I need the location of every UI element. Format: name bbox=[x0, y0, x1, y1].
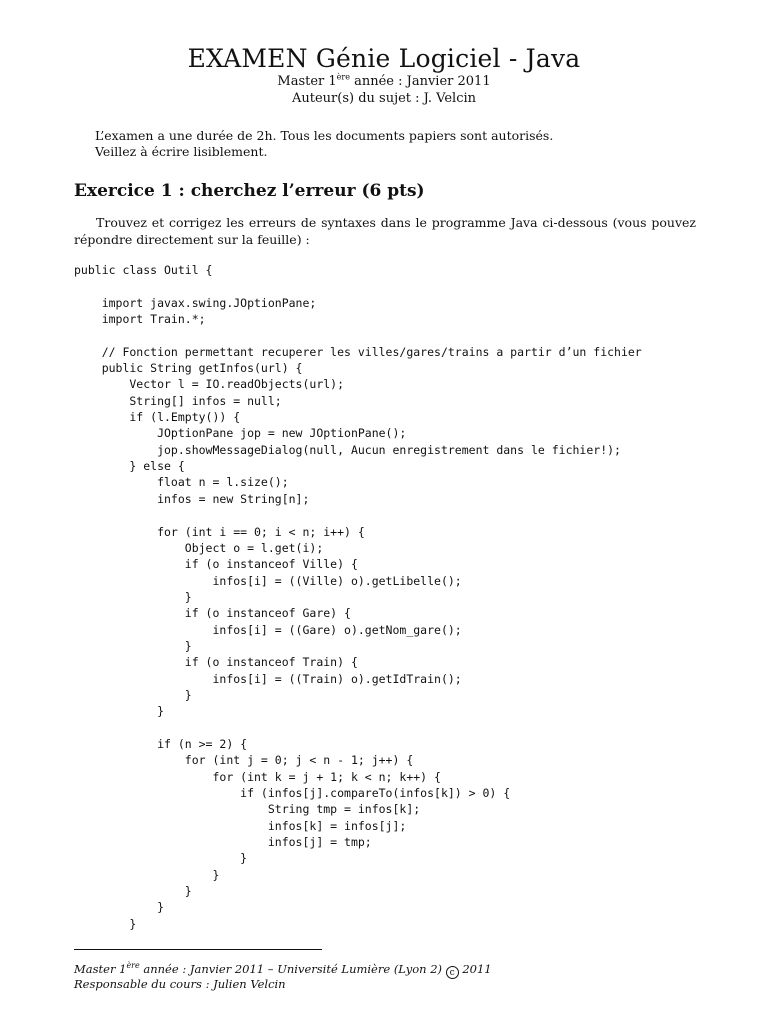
code-line: infos = new String[n]; bbox=[74, 491, 310, 506]
code-line bbox=[74, 507, 642, 523]
code-line: } else { bbox=[74, 459, 185, 474]
code-line bbox=[74, 720, 642, 736]
footer-year: 2011 bbox=[458, 962, 492, 976]
code-line: infos[k] = infos[j]; bbox=[74, 818, 407, 833]
footer-university: année : Janvier 2011 – Université Lumière (Lyon 2) bbox=[139, 962, 446, 976]
code-line: for (int k = j + 1; k < n; k++) { bbox=[74, 769, 441, 784]
code-line: if (l.Empty()) { bbox=[74, 410, 241, 425]
footer-responsible: Responsable du cours : Julien Velcin bbox=[74, 977, 286, 991]
author-line: Auteur(s) du sujet : J. Velcin bbox=[292, 91, 476, 106]
code-line: } bbox=[74, 867, 220, 882]
code-line: if (o instanceof Gare) { bbox=[74, 606, 351, 621]
code-line: if (infos[j].compareTo(infos[k]) > 0) { bbox=[74, 786, 511, 800]
code-line: import Train.*; bbox=[74, 312, 206, 327]
intro-duration: L’examen a une durée de 2h. Tous les documents papiers sont autorisés. bbox=[95, 128, 554, 143]
code-line: String tmp = infos[k]; bbox=[74, 802, 421, 817]
code-line: Vector l = IO.readObjects(url); bbox=[74, 377, 345, 392]
code-line: } bbox=[74, 900, 165, 915]
code-line: for (int j = 0; j < n - 1; j++) { bbox=[74, 753, 414, 768]
code-line: } bbox=[74, 704, 165, 719]
code-line: // Fonction permettant recuperer les villes/gares/trains a partir d’un fichier bbox=[74, 344, 642, 359]
copyright-icon: c bbox=[446, 966, 459, 979]
subtitle-level: Master 1 bbox=[277, 74, 337, 89]
exercise-instructions: Trouvez et corrigez les erreurs de syntaxes dans le programme Java ci-dessous (vous pouvez répondre directement sur la feuille) : bbox=[74, 215, 696, 247]
code-line bbox=[74, 327, 642, 343]
code-line: } bbox=[74, 884, 192, 899]
code-line: infos[i] = ((Train) o).getIdTrain(); bbox=[74, 671, 462, 686]
code-line: float n = l.size(); bbox=[74, 475, 289, 490]
intro-legibility: Veillez à écrire lisiblement. bbox=[95, 144, 268, 159]
code-line: jop.showMessageDialog(null, Aucun enregistrement dans le fichier!); bbox=[74, 442, 621, 457]
exercise-title: Exercice 1 : cherchez l’erreur (6 pts) bbox=[74, 181, 425, 201]
code-line: } bbox=[74, 638, 192, 653]
code-listing bbox=[74, 262, 642, 932]
page-title: EXAMEN Génie Logiciel - Java bbox=[187, 44, 581, 73]
code-line: infos[j] = tmp; bbox=[74, 835, 372, 850]
code-line: import javax.swing.JOptionPane; bbox=[74, 295, 317, 310]
code-line: public class Outil { bbox=[74, 263, 213, 277]
subtitle-superscript: ère bbox=[336, 72, 350, 82]
footer-superscript: ère bbox=[126, 961, 140, 971]
course-subtitle bbox=[0, 74, 768, 90]
code-line: if (o instanceof Train) { bbox=[74, 655, 358, 670]
code-line: String[] infos = null; bbox=[74, 393, 282, 408]
footer-level: Master 1 bbox=[74, 962, 127, 976]
code-line: Object o = l.get(i); bbox=[74, 540, 324, 555]
code-line: infos[i] = ((Gare) o).getNom_gare(); bbox=[74, 622, 462, 637]
code-line: } bbox=[74, 687, 192, 702]
code-line: infos[i] = ((Ville) o).getLibelle(); bbox=[74, 573, 462, 588]
code-line: for (int i == 0; i < n; i++) { bbox=[74, 524, 365, 539]
code-line: if (n >= 2) { bbox=[74, 736, 248, 751]
footer-rule bbox=[74, 949, 322, 950]
subtitle-date: année : Janvier 2011 bbox=[349, 74, 491, 89]
code-line: } bbox=[74, 589, 192, 604]
code-line: JOptionPane jop = new JOptionPane(); bbox=[74, 426, 407, 441]
code-line: } bbox=[74, 916, 137, 931]
code-line: public String getInfos(url) { bbox=[74, 361, 303, 376]
code-line: } bbox=[74, 851, 248, 866]
code-line bbox=[74, 278, 642, 294]
code-line: if (o instanceof Ville) { bbox=[74, 557, 358, 572]
